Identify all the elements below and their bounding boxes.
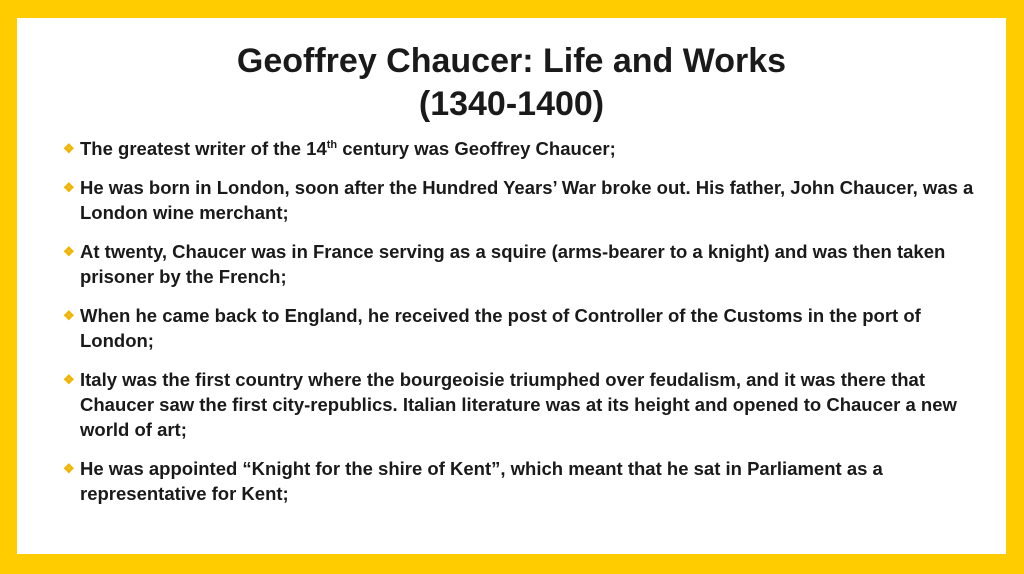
bullet-text: At twenty, Chaucer was in France serving as a squire (arms-bearer to a knight) and was then taken prisoner by the French; bbox=[80, 241, 946, 287]
bullet-item bbox=[63, 303, 993, 353]
bullet-text: Italy was the first country where the bourgeoisie triumphed over feudalism, and it was there that Chaucer saw the first city-republics. Italian literature was at its height and opened to Chaucer a new world of art; bbox=[80, 369, 957, 440]
diamond-bullet-icon: ❖ bbox=[63, 141, 75, 156]
bullet-item bbox=[63, 239, 993, 289]
title-line-dates: (1340-1400) bbox=[418, 85, 605, 123]
bullet-item bbox=[63, 367, 993, 442]
bullet-text: When he came back to England, he received the post of Controller of the Customs in the port of London; bbox=[80, 305, 921, 351]
title-line-main: Geoffrey Chaucer: Life and Works bbox=[236, 42, 787, 80]
bullet-text: He was born in London, soon after the Hundred Years’ War broke out. His father, John Chaucer, was a London wine merchant; bbox=[80, 177, 974, 223]
bullet-list bbox=[63, 136, 993, 520]
bullet-superscript: th bbox=[326, 138, 338, 151]
diamond-bullet-icon: ❖ bbox=[63, 244, 75, 259]
diamond-bullet-icon: ❖ bbox=[63, 461, 75, 476]
diamond-bullet-icon: ❖ bbox=[63, 308, 75, 323]
slide-title bbox=[17, 40, 1006, 126]
bullet-text: He was appointed “Knight for the shire of Kent”, which meant that he sat in Parliament as a representative for Kent; bbox=[80, 458, 883, 504]
slide bbox=[17, 18, 1006, 554]
bullet-text: The greatest writer of the 14 bbox=[80, 138, 327, 159]
diamond-bullet-icon: ❖ bbox=[63, 372, 75, 387]
bullet-item bbox=[63, 456, 993, 506]
bullet-item bbox=[63, 136, 993, 161]
bullet-item bbox=[63, 175, 993, 225]
diamond-bullet-icon: ❖ bbox=[63, 180, 75, 195]
bullet-text-continued: century was Geoffrey Chaucer; bbox=[337, 138, 616, 159]
